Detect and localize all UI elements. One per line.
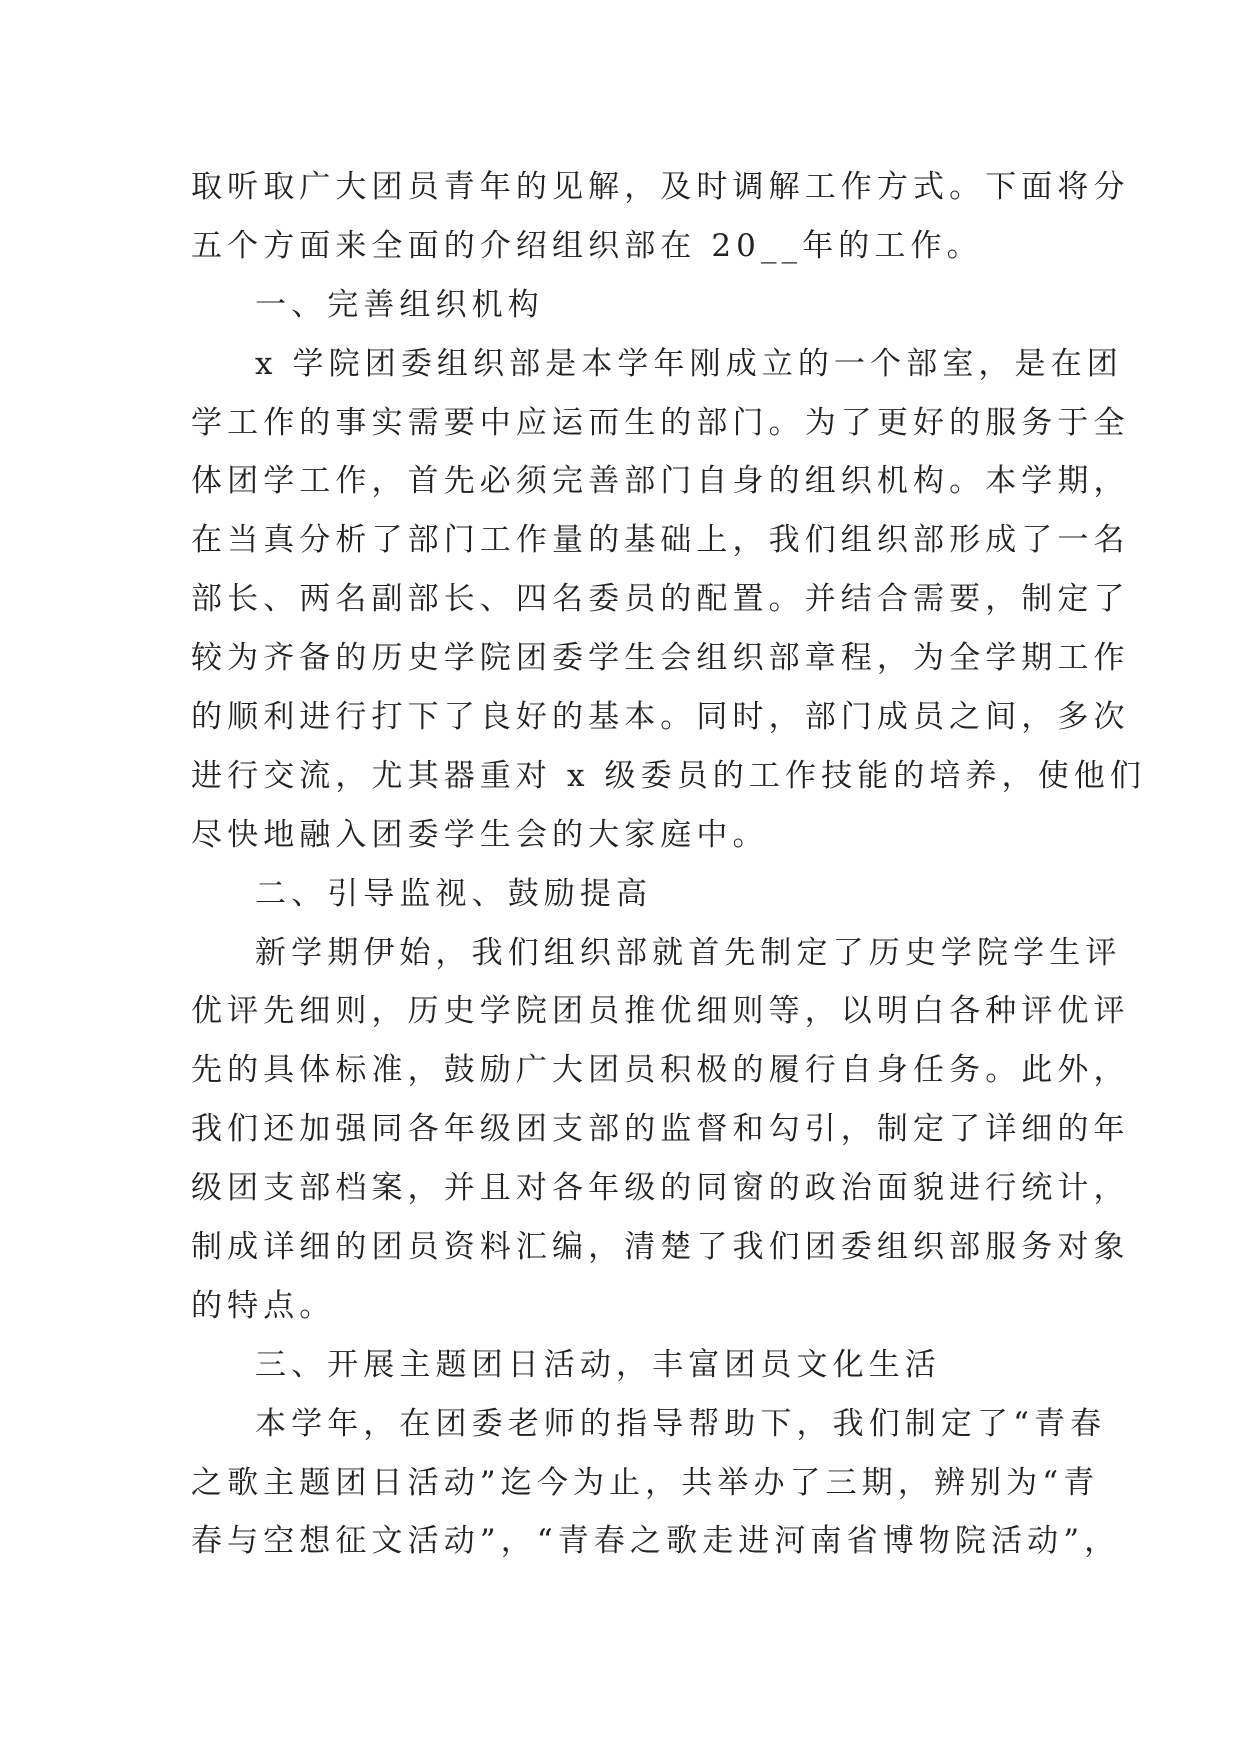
- text-line: 制成详细的团员资料汇编，清楚了我们团委组织部服务对象: [191, 1229, 1130, 1266]
- text-line: 我们还加强同各年级团支部的监督和勾引，制定了详细的年: [191, 1111, 1130, 1148]
- text-line: 进行交流，尤其器重对 x 级委员的工作技能的培养，使他们: [191, 757, 1146, 794]
- text-line: 先的具体标准，鼓励广大团员积极的履行自身任务。此外，: [191, 1052, 1130, 1089]
- text-line: 学工作的事实需要中应运而生的部门。为了更好的服务于全: [191, 404, 1130, 441]
- text-line: 部长、两名副部长、四名委员的配置。并结合需要，制定了: [191, 581, 1130, 618]
- text-line: 本学年，在团委老师的指导帮助下，我们制定了“青春: [255, 1405, 1107, 1442]
- text-line: 之歌主题团日活动”迄今为止，共举办了三期，辨别为“青: [191, 1464, 1100, 1501]
- text-line: 在当真分析了部门工作量的基础上，我们组织部形成了一名: [191, 522, 1130, 559]
- text-line: 新学期伊始，我们组织部就首先制定了历史学院学生评: [255, 934, 1122, 971]
- text-line: 的顺利进行打下了良好的基本。同时，部门成员之间，多次: [191, 699, 1130, 736]
- text-line: 级团支部档案，并且对各年级的同窗的政治面貌进行统计，: [191, 1170, 1130, 1207]
- text-line: 五个方面来全面的介绍组织部在 20__年的工作。: [191, 227, 983, 264]
- text-line: 较为齐备的历史学院团委学生会组织部章程，为全学期工作: [191, 640, 1130, 677]
- section-heading: 二、引导监视、鼓励提高: [255, 875, 653, 912]
- text-line: x 学院团委组织部是本学年刚成立的一个部室，是在团: [255, 345, 1123, 382]
- text-line: 的特点。: [191, 1287, 336, 1324]
- text-line: 优评先细则，历史学院团员推优细则等，以明白各种评优评: [191, 993, 1130, 1030]
- text-line: 尽快地融入团委学生会的大家庭中。: [191, 816, 769, 853]
- document-body: [191, 158, 1146, 1571]
- text-line: 春与空想征文活动”，“青春之歌走进河南省博物院活动”，: [191, 1523, 1121, 1560]
- section-heading: 三、开展主题团日活动，丰富团员文化生活: [255, 1346, 941, 1383]
- text-line: 取听取广大团员青年的见解，及时调解工作方式。下面将分: [191, 169, 1130, 205]
- text-line: 体团学工作，首先必须完善部门自身的组织机构。本学期，: [191, 463, 1130, 500]
- section-heading: 一、完善组织机构: [255, 286, 544, 323]
